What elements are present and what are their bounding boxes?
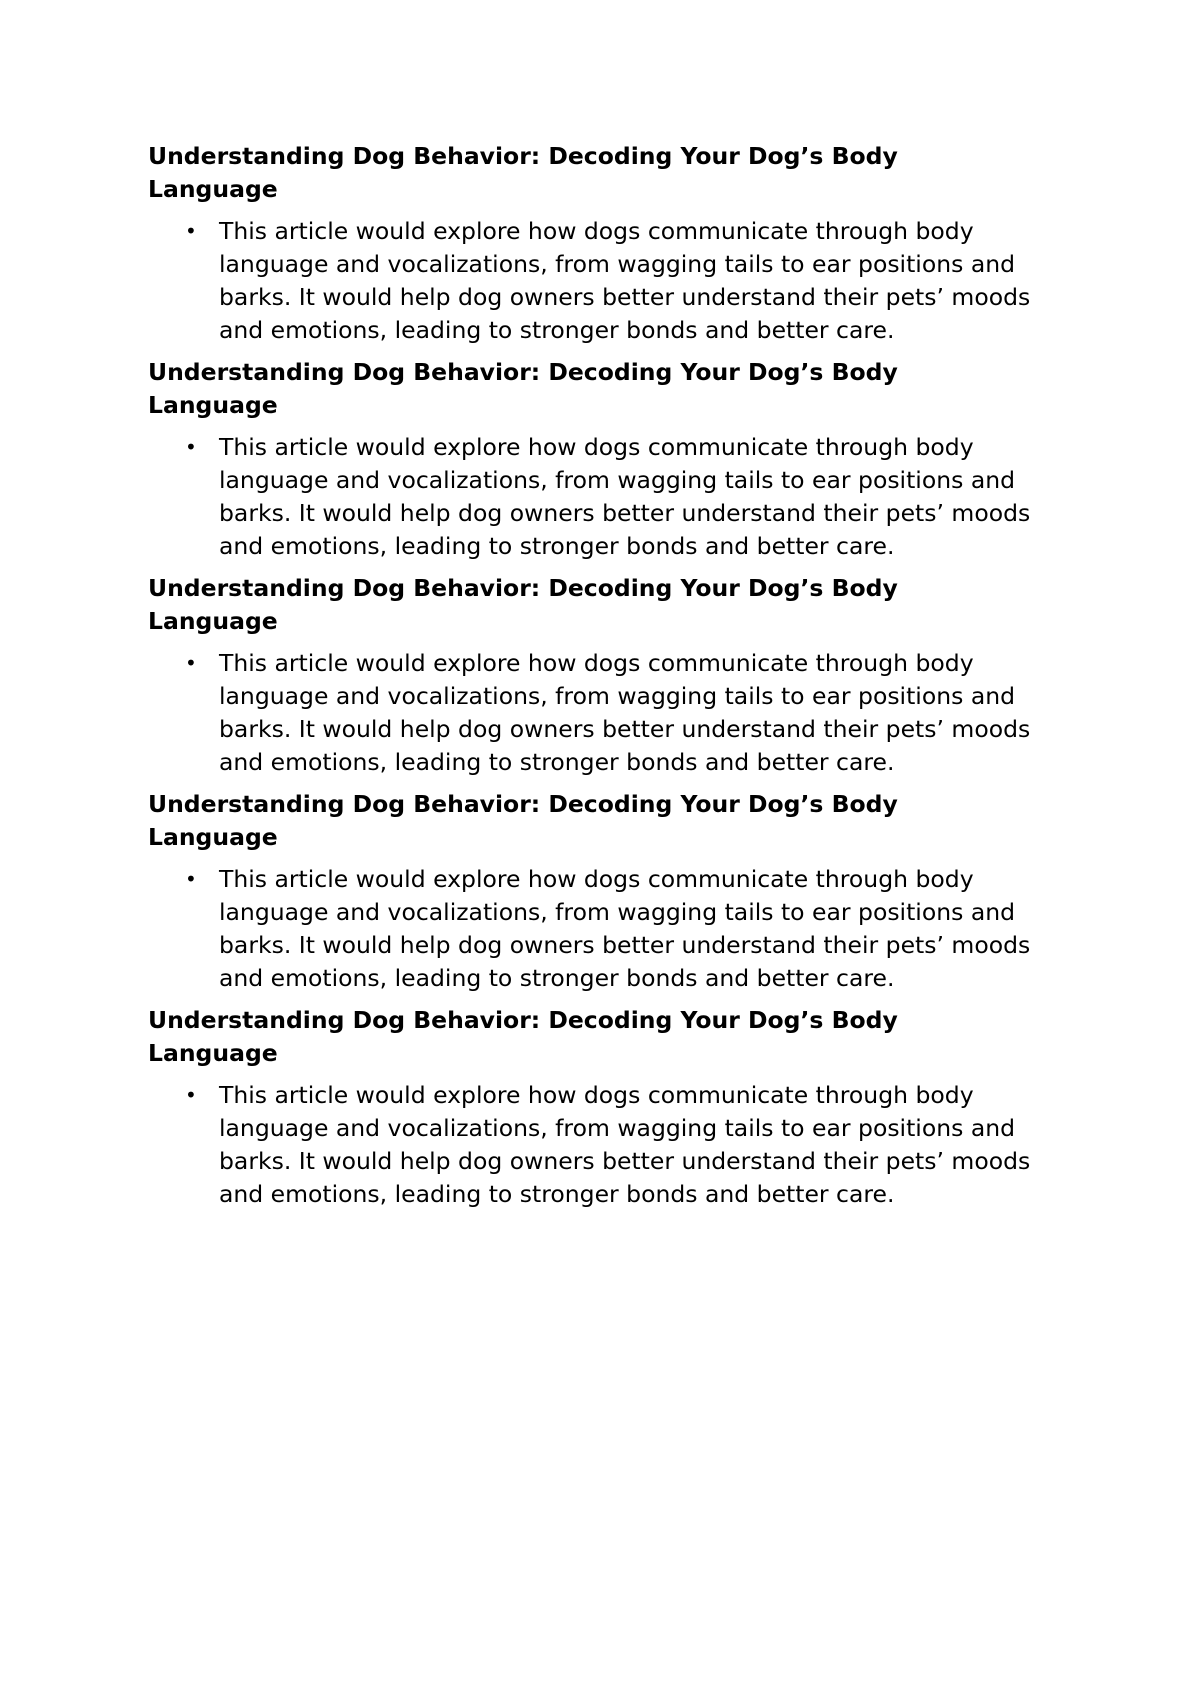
- bullet-item: [148, 863, 1071, 995]
- bullet-icon: •: [185, 219, 197, 243]
- bullet-icon: •: [185, 435, 197, 459]
- bullet-list: [148, 863, 1078, 995]
- bullet-icon: •: [185, 867, 197, 891]
- bullet-list: [148, 215, 1078, 347]
- bullet-text: This article would explore how dogs communicate through body language and vocalizations, from wagging tails to ear positions and barks. It would help dog owners better understand their pets’ moods and emotions, leading to stronger bonds and better care.: [219, 1081, 1031, 1208]
- bullet-item: [148, 647, 1071, 779]
- bullet-list: [148, 431, 1078, 563]
- document-section: [148, 356, 1078, 563]
- bullet-text: This article would explore how dogs communicate through body language and vocalizations, from wagging tails to ear positions and barks. It would help dog owners better understand their pets’ moods and emotions, leading to stronger bonds and better care.: [219, 217, 1031, 344]
- section-heading: Understanding Dog Behavior: Decoding Your Dog’s Body Language: [148, 574, 898, 635]
- section-heading: Understanding Dog Behavior: Decoding Your Dog’s Body Language: [148, 358, 898, 419]
- bullet-icon: •: [185, 1083, 197, 1107]
- bullet-icon: •: [185, 651, 197, 675]
- document-section: [148, 1004, 1078, 1211]
- bullet-item: [148, 431, 1071, 563]
- document-section: [148, 572, 1078, 779]
- bullet-text: This article would explore how dogs communicate through body language and vocalizations, from wagging tails to ear positions and barks. It would help dog owners better understand their pets’ moods and emotions, leading to stronger bonds and better care.: [219, 865, 1031, 992]
- bullet-list: [148, 647, 1078, 779]
- bullet-text: This article would explore how dogs communicate through body language and vocalizations, from wagging tails to ear positions and barks. It would help dog owners better understand their pets’ moods and emotions, leading to stronger bonds and better care.: [219, 433, 1031, 560]
- document-section: [148, 788, 1078, 995]
- document-body: [148, 140, 1078, 1220]
- section-heading: Understanding Dog Behavior: Decoding Your Dog’s Body Language: [148, 1006, 898, 1067]
- bullet-text: This article would explore how dogs communicate through body language and vocalizations, from wagging tails to ear positions and barks. It would help dog owners better understand their pets’ moods and emotions, leading to stronger bonds and better care.: [219, 649, 1031, 776]
- bullet-item: [148, 215, 1071, 347]
- document-section: [148, 140, 1078, 347]
- bullet-item: [148, 1079, 1071, 1211]
- section-heading: Understanding Dog Behavior: Decoding Your Dog’s Body Language: [148, 142, 898, 203]
- bullet-list: [148, 1079, 1078, 1211]
- section-heading: Understanding Dog Behavior: Decoding Your Dog’s Body Language: [148, 790, 898, 851]
